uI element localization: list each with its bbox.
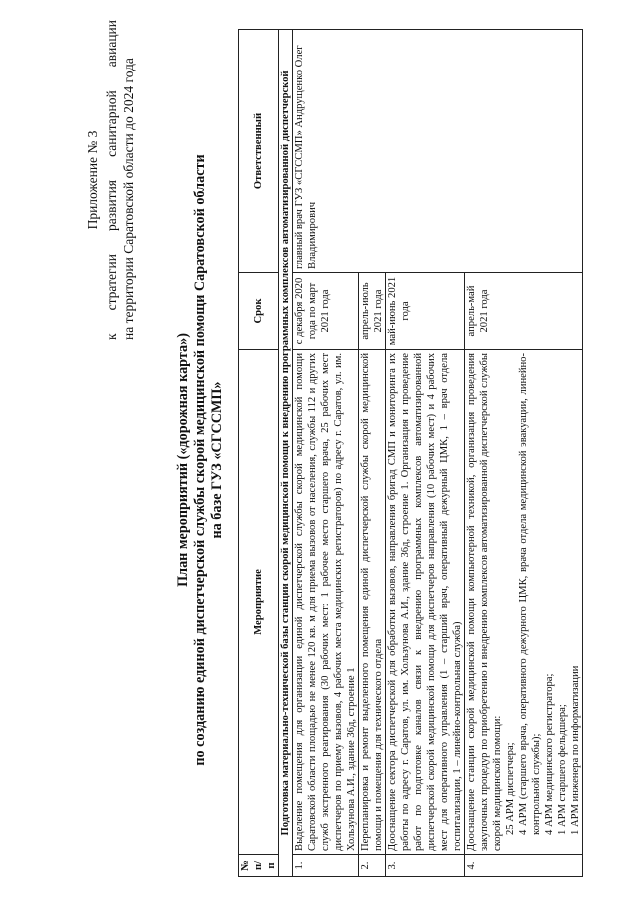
appendix-number: Приложение № 3 bbox=[85, 130, 100, 230]
roadmap-table bbox=[238, 29, 583, 877]
row-responsible: главный врач ГУЗ «СГССМП» Андрущенко Олег Владимирович bbox=[293, 30, 583, 273]
list-item: 1 АРМ старшего фельдшера; bbox=[557, 704, 568, 835]
row-term: с декабря 2020 года по март 2021 года bbox=[293, 273, 359, 350]
list-item: 4 АРМ (старшего врача, оперативного дежурного ЦМК, врача отдела медицинской эвакуации, линейно-контрольной службы); bbox=[518, 353, 542, 835]
row-text: Дооснащение сектора диспетчерской для обработки вызовов, направления бригад СМП и мониторинга их работы по адресу г. Саратов, ул. им. Хользунова А.И., здание 36д, строение 1. Организация и проведение работ по подготовке каналов связи к внедрению программных комплексов автоматизированной диспетчерской скорой медицинской помощи для диспетчеров направления (10 рабочих мест) и 4 рабочих мест для оперативного управления (1 – старший врач, оперативный дежурный ЦМК, 1 – врач отдела госпитализации, 1 – линейно-контрольная служба) bbox=[386, 350, 465, 855]
row-term: апрель-июль 2021 года bbox=[359, 273, 386, 350]
list-item: 25 АРМ диспетчера; bbox=[505, 742, 516, 835]
title-line: по созданию единой диспетчерской службы скорой медицинской помощи Саратовской области bbox=[192, 154, 208, 766]
appendix-block bbox=[84, 20, 137, 340]
list-item: 4 АРМ медицинского регистратора; bbox=[544, 673, 555, 835]
row-num: 4. bbox=[465, 855, 583, 877]
table-row bbox=[293, 30, 359, 877]
appendix-line: к стратегии развития санитарной авиации bbox=[104, 20, 119, 340]
table-header-row bbox=[239, 30, 279, 877]
row-term: май-июнь 2021 года bbox=[386, 273, 465, 350]
row-text: Перепланировка и ремонт выделенного помещения единой диспетчерской службы скорой медицинской помощи и помещения для технического отдела bbox=[359, 350, 386, 855]
header-responsible: Ответственный bbox=[239, 30, 279, 273]
row-num: 3. bbox=[386, 855, 465, 877]
appendix-line: на территории Саратовской области до 2024 года bbox=[121, 58, 136, 340]
list-item: 1 АРМ инженера по информатизации bbox=[570, 665, 581, 835]
header-term: Срок bbox=[239, 273, 279, 350]
title-line: на базе ГУЗ «СГССМП» bbox=[209, 381, 225, 539]
row-num: 2. bbox=[359, 855, 386, 877]
row-term: апрель-май 2021 года bbox=[465, 273, 583, 350]
row-cell-4 bbox=[465, 350, 583, 855]
document-title bbox=[175, 45, 226, 875]
header-event: Мероприятие bbox=[239, 350, 279, 855]
section-title: Подготовка материально-технической базы станции скорой медицинской помощи к внедрению программных комплексов автоматизированной диспетчерской bbox=[279, 30, 293, 877]
row-num: 1. bbox=[293, 855, 359, 877]
section-row bbox=[279, 30, 293, 877]
row-text: Дооснащение станции скорой медицинской помощи компьютерной техникой, организация проведения закупочных процедур по приобретению и внедрению комплексов автоматизированной диспетчерской службы скорой медицинской помощи: bbox=[466, 353, 503, 851]
title-line: План мероприятий («дорожная карта») bbox=[175, 333, 191, 587]
row-text: Выделение помещения для организации единой диспетчерской службы скорой медицинской помощи Саратовской области площадью не менее 120 кв. м для приема вызовов от населения, службы 112 и других служб экстренного реагирования (30 рабочих мест: 1 рабочее место старшего врача, 25 рабочих мест диспетчеров по приему вызовов, 4 рабочих места медицинских регистраторов) по адресу г. Саратов, ул. им. Хользунова А.И., здание 36д, строение 1 bbox=[293, 350, 359, 855]
header-num: № п/п bbox=[239, 855, 279, 877]
